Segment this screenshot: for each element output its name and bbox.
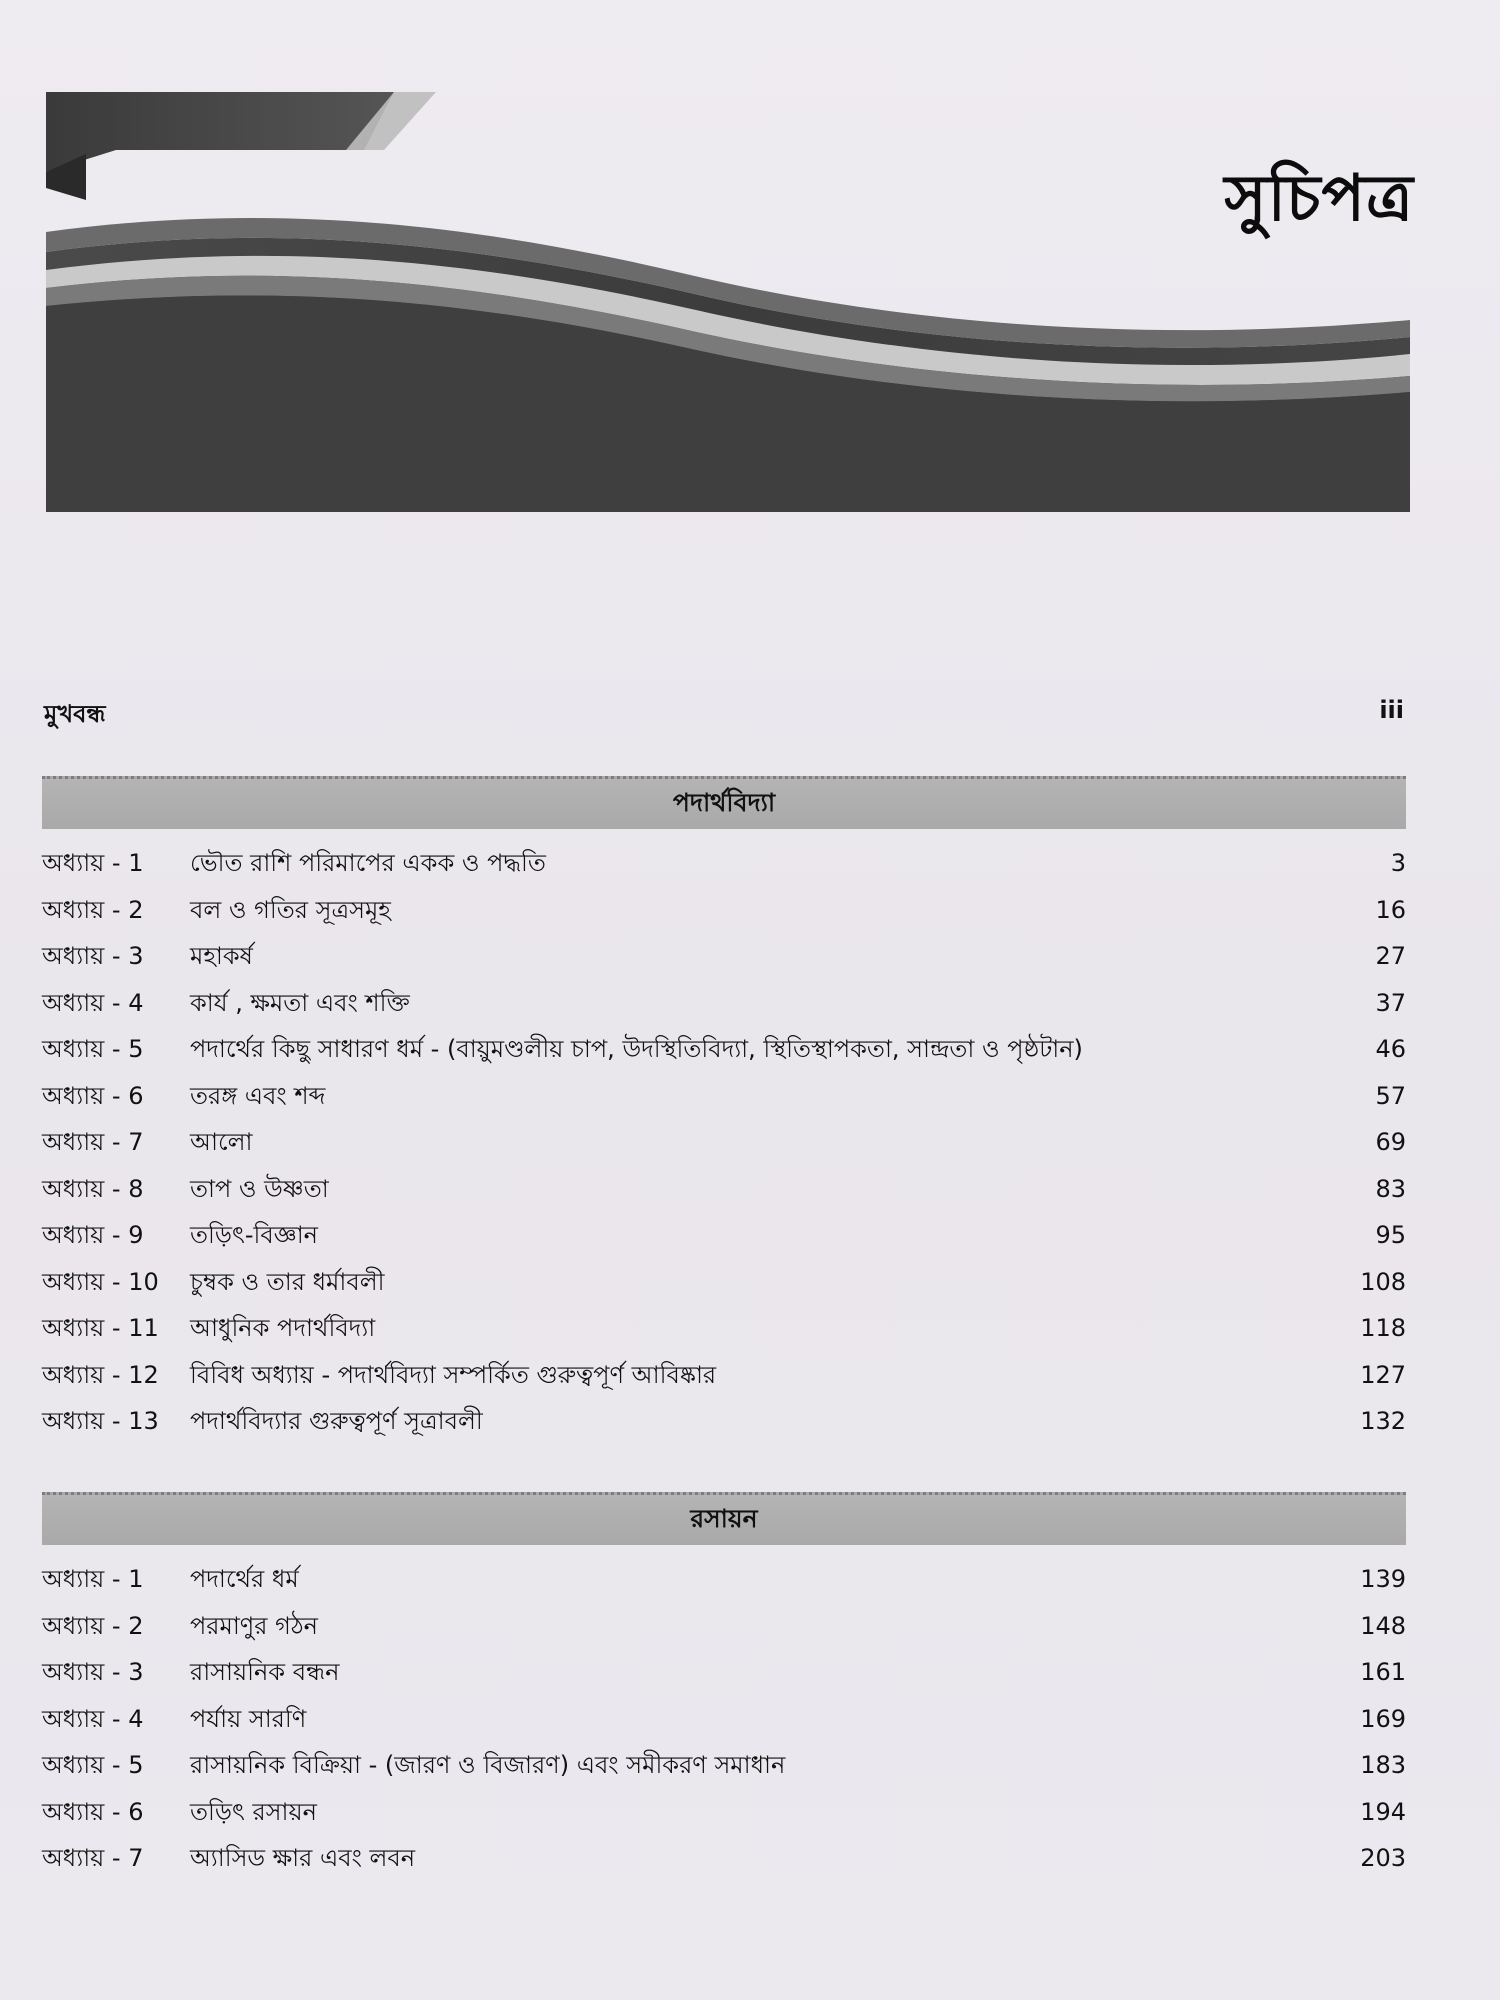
toc-entry[interactable] bbox=[42, 1790, 1406, 1837]
toc-entry[interactable] bbox=[42, 1604, 1406, 1651]
page-number: 194 bbox=[1360, 1797, 1406, 1826]
page-number: 16 bbox=[1375, 895, 1406, 924]
page-number: 37 bbox=[1375, 988, 1406, 1017]
chapter-title: পর্যায় সারণি bbox=[190, 1704, 307, 1733]
section-heading: রসায়ন bbox=[42, 1492, 1406, 1545]
chapter-number: অধ্যায় - 5 bbox=[42, 1751, 144, 1779]
toc-entry[interactable] bbox=[42, 1260, 1406, 1307]
toc-entry[interactable] bbox=[42, 934, 1406, 981]
toc-entry[interactable] bbox=[42, 1027, 1406, 1074]
toc-entry[interactable] bbox=[42, 1074, 1406, 1121]
page-number: 132 bbox=[1360, 1407, 1406, 1435]
chapter-title: রাসায়নিক বন্ধন bbox=[190, 1658, 340, 1686]
toc-list bbox=[42, 841, 1406, 1446]
page-number: 46 bbox=[1375, 1035, 1406, 1063]
chapter-number: অধ্যায় - 13 bbox=[42, 1407, 159, 1435]
toc-list bbox=[42, 1557, 1406, 1883]
chapter-number: অধ্যায় - 6 bbox=[42, 1797, 144, 1826]
chapter-number: অধ্যায় - 1 bbox=[42, 849, 144, 877]
toc-section-chemistry bbox=[42, 1492, 1406, 1883]
ribbon-tab-shape bbox=[46, 92, 394, 172]
page-number: 83 bbox=[1375, 1174, 1406, 1203]
chapter-title: পদার্থের ধর্ম bbox=[190, 1565, 299, 1593]
toc-entry[interactable] bbox=[42, 981, 1406, 1028]
chapter-number: অধ্যায় - 3 bbox=[42, 1658, 144, 1686]
chapter-number: অধ্যায় - 4 bbox=[42, 988, 144, 1017]
page-title: সুচিপত্র bbox=[1224, 162, 1414, 236]
chapter-title: তড়িৎ-বিজ্ঞান bbox=[190, 1221, 318, 1249]
toc-entry[interactable] bbox=[42, 1306, 1406, 1353]
toc-entry[interactable] bbox=[42, 1650, 1406, 1697]
chapter-title: পদার্থের কিছু সাধারণ ধর্ম - (বায়ুমণ্ডলীয় চাপ, উদস্থিতিবিদ্যা, স্থিতিস্থাপকতা, সান্দ্রতা ও পৃষ্ঠটান) bbox=[190, 1035, 1083, 1063]
chapter-number: অধ্যায় - 9 bbox=[42, 1221, 144, 1249]
toc-section-physics bbox=[42, 776, 1406, 1446]
chapter-number: অধ্যায় - 7 bbox=[42, 1128, 144, 1156]
chapter-title: পরমাণুর গঠন bbox=[190, 1611, 319, 1640]
chapter-number: অধ্যায় - 11 bbox=[42, 1314, 159, 1342]
page-number: 169 bbox=[1360, 1704, 1406, 1733]
toc-entry[interactable] bbox=[42, 1836, 1406, 1883]
page-number: 203 bbox=[1360, 1844, 1406, 1872]
preface-page-number: iii bbox=[1379, 696, 1404, 724]
page-number: 95 bbox=[1375, 1221, 1406, 1249]
toc-entry[interactable] bbox=[42, 1120, 1406, 1167]
chapter-title: আলো bbox=[190, 1128, 253, 1156]
chapter-title: কার্য , ক্ষমতা এবং শক্তি bbox=[190, 988, 410, 1017]
chapter-number: অধ্যায় - 5 bbox=[42, 1035, 144, 1063]
chapter-title: মহাকর্ষ bbox=[190, 942, 253, 970]
chapter-title: বল ও গতির সূত্রসমূহ bbox=[190, 895, 391, 924]
chapter-title: তড়িৎ রসায়ন bbox=[190, 1797, 317, 1826]
page-number: 139 bbox=[1360, 1565, 1406, 1593]
chapter-title: রাসায়নিক বিক্রিয়া - (জারণ ও বিজারণ) এবং সমীকরণ সমাধান bbox=[190, 1751, 786, 1779]
page-number: 148 bbox=[1360, 1611, 1406, 1640]
toc-entry[interactable] bbox=[42, 1353, 1406, 1400]
toc-entry[interactable] bbox=[42, 1213, 1406, 1260]
chapter-title: পদার্থবিদ্যার গুরুত্বপূর্ণ সূত্রাবলী bbox=[190, 1407, 483, 1435]
page-number: 57 bbox=[1375, 1081, 1406, 1110]
chapter-title: আধুনিক পদার্থবিদ্যা bbox=[190, 1314, 376, 1342]
chapter-title: তাপ ও উষ্ণতা bbox=[190, 1174, 329, 1203]
preface-label: মুখবন্ধ bbox=[44, 700, 106, 728]
page-number: 161 bbox=[1360, 1658, 1406, 1686]
chapter-title: তরঙ্গ এবং শব্দ bbox=[190, 1081, 326, 1110]
page-number: 27 bbox=[1375, 942, 1406, 970]
chapter-number: অধ্যায় - 12 bbox=[42, 1360, 159, 1389]
toc-entry[interactable] bbox=[42, 1697, 1406, 1744]
page-number: 108 bbox=[1360, 1267, 1406, 1296]
page-number: 3 bbox=[1390, 849, 1406, 877]
page-number: 69 bbox=[1375, 1128, 1406, 1156]
toc-entry[interactable] bbox=[42, 841, 1406, 888]
chapter-number: অধ্যায় - 1 bbox=[42, 1565, 144, 1593]
chapter-number: অধ্যায় - 3 bbox=[42, 942, 144, 970]
toc-preface-row[interactable] bbox=[44, 696, 1404, 732]
chapter-number: অধ্যায় - 2 bbox=[42, 1611, 144, 1640]
toc-entry[interactable] bbox=[42, 1167, 1406, 1214]
chapter-title: বিবিধ অধ্যায় - পদার্থবিদ্যা সম্পর্কিত গুরুত্বপূর্ণ আবিষ্কার bbox=[190, 1360, 717, 1389]
header-wave-banner bbox=[46, 92, 1410, 512]
chapter-number: অধ্যায় - 8 bbox=[42, 1174, 144, 1203]
toc-entry[interactable] bbox=[42, 1743, 1406, 1790]
chapter-number: অধ্যায় - 7 bbox=[42, 1844, 144, 1872]
chapter-title: ভৌত রাশি পরিমাপের একক ও পদ্ধতি bbox=[190, 849, 546, 877]
toc-entry[interactable] bbox=[42, 1399, 1406, 1446]
page-number: 127 bbox=[1360, 1360, 1406, 1389]
chapter-number: অধ্যায় - 10 bbox=[42, 1267, 159, 1296]
toc-entry[interactable] bbox=[42, 1557, 1406, 1604]
chapter-number: অধ্যায় - 2 bbox=[42, 895, 144, 924]
chapter-number: অধ্যায় - 6 bbox=[42, 1081, 144, 1110]
page-number: 183 bbox=[1360, 1751, 1406, 1779]
chapter-title: অ্যাসিড ক্ষার এবং লবন bbox=[190, 1844, 416, 1872]
chapter-number: অধ্যায় - 4 bbox=[42, 1704, 144, 1733]
page-number: 118 bbox=[1360, 1314, 1406, 1342]
section-heading: পদার্থবিদ্যা bbox=[42, 776, 1406, 829]
chapter-title: চুম্বক ও তার ধর্মাবলী bbox=[190, 1267, 385, 1296]
toc-entry[interactable] bbox=[42, 888, 1406, 935]
